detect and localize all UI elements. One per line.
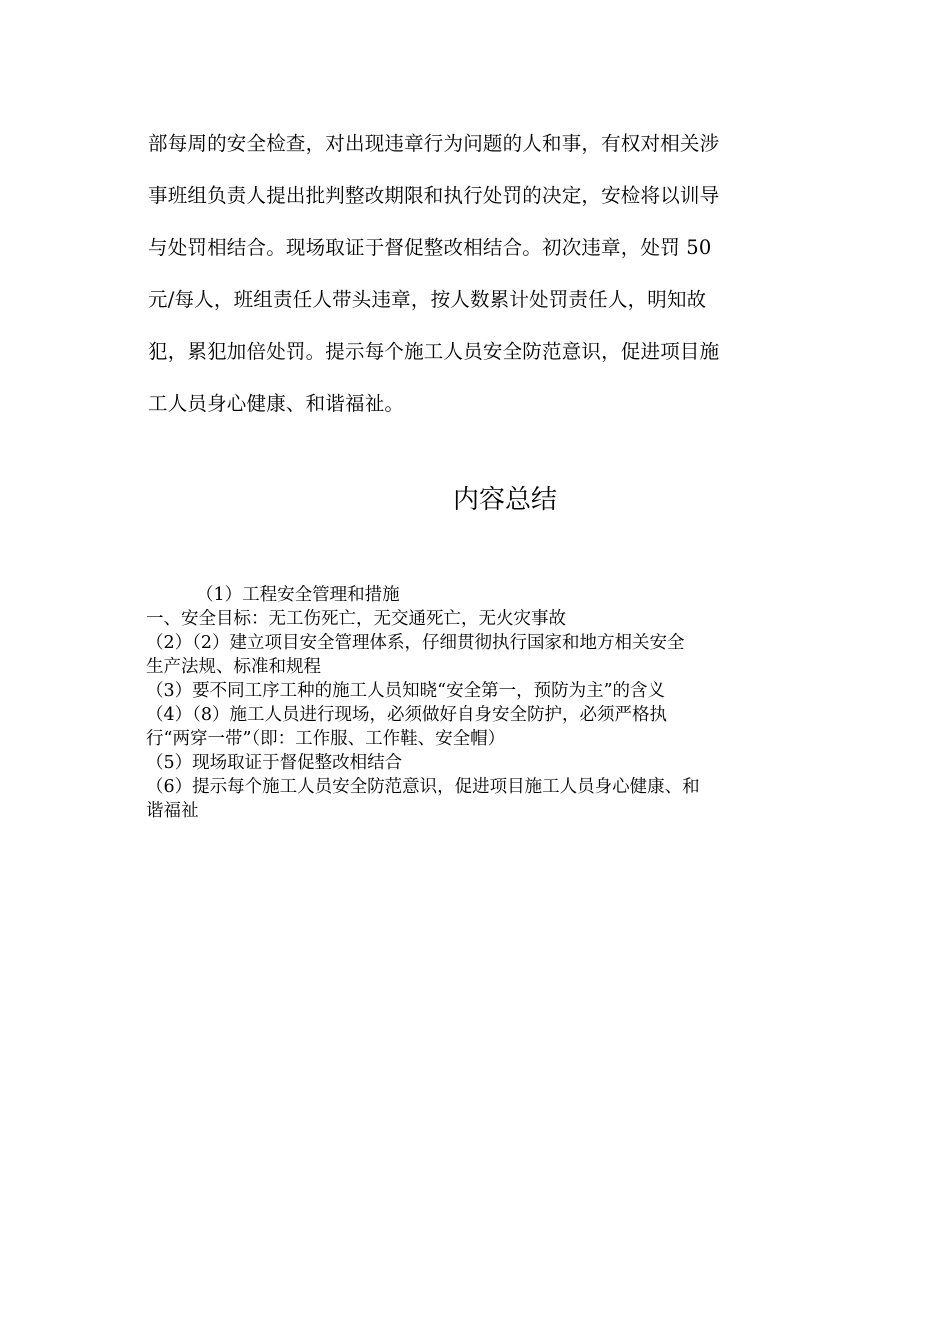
summary-line: （5）现场取证于督促整改相结合 [146, 753, 403, 773]
paragraph-line: 元/每人，班组责任人带头违章，按人数累计处罚责任人，明知故 [148, 288, 707, 311]
summary-line: 谐福祉 [146, 801, 199, 821]
summary-line: （4）（8）施工人员进行现场，必须做好自身安全防护，必须严格执 [146, 705, 668, 725]
body-paragraph [148, 118, 808, 430]
summary-line: （3）要不同工序工种的施工人员知晓“安全第一，预防为主”的含义 [146, 681, 666, 701]
summary-line: 生产法规、标准和规程 [146, 657, 321, 677]
summary-list [146, 583, 816, 823]
paragraph-line: 工人员身心健康、和谐福祉。 [148, 392, 405, 415]
summary-line: （2）（2）建立项目安全管理体系，仔细贯彻执行国家和地方相关安全 [146, 633, 685, 653]
summary-line: （6）提示每个施工人员安全防范意识，促进项目施工人员身心健康、和 [146, 777, 700, 797]
paragraph-line: 部每周的安全检查，对出现违章行为问题的人和事，有权对相关涉 [148, 132, 720, 155]
summary-line: 一、安全目标：无工伤死亡，无交通死亡，无火灾事故 [146, 609, 566, 629]
summary-line: 行“两穿一带”（即：工作服、工作鞋、安全帽） [146, 729, 506, 749]
paragraph-line: 与处罚相结合。现场取证于督促整改相结合。初次违章，处罚 50 [148, 236, 712, 259]
summary-line: （1）工程安全管理和措施 [196, 585, 400, 605]
paragraph-line: 事班组负责人提出批判整改期限和执行处罚的决定，安检将以训导 [148, 184, 720, 207]
paragraph-line: 犯，累犯加倍处罚。提示每个施工人员安全防范意识，促进项目施 [148, 340, 720, 363]
summary-heading: 内容总结 [452, 485, 557, 515]
